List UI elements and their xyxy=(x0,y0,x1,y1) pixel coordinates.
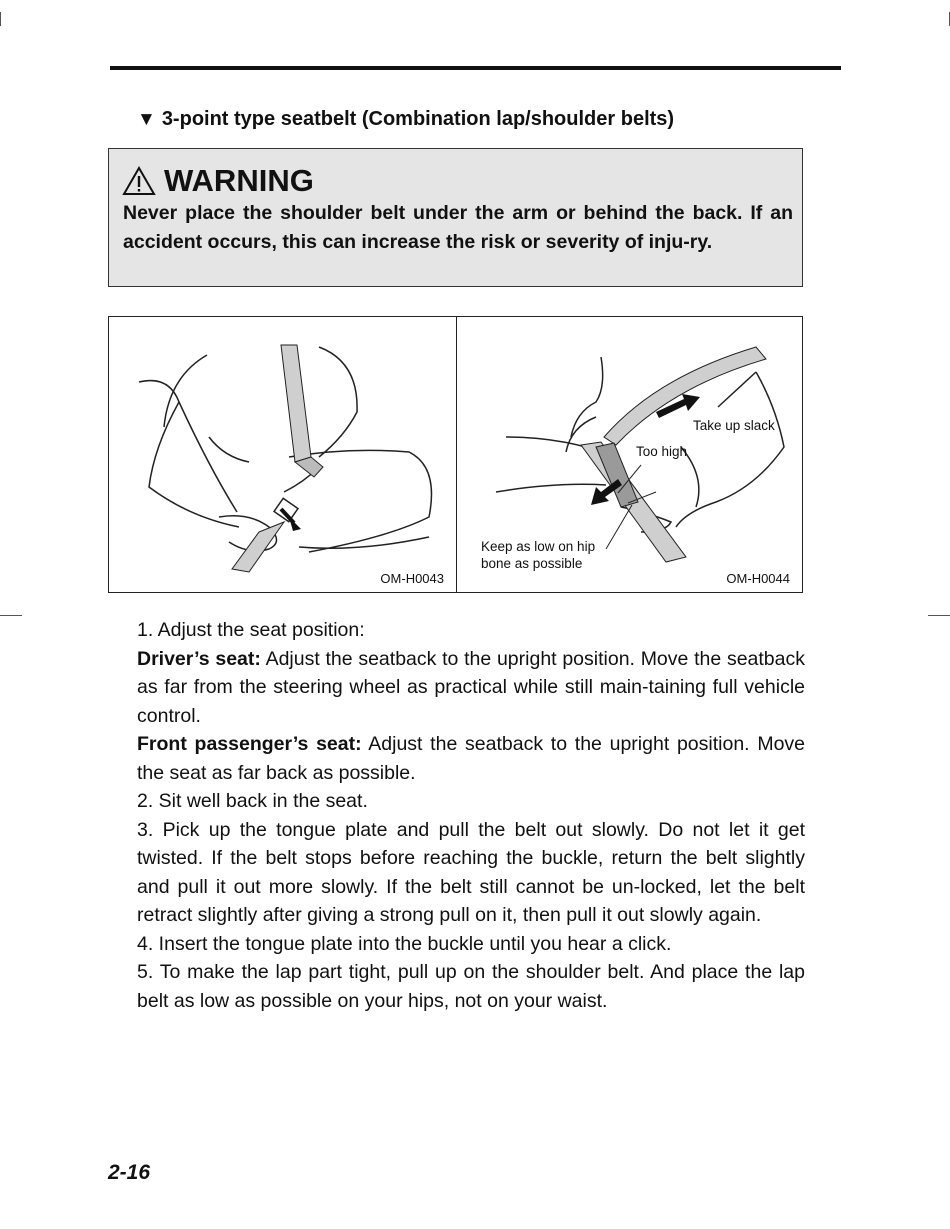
warning-triangle-icon xyxy=(122,166,156,196)
top-rule xyxy=(110,66,841,70)
warning-title xyxy=(122,163,314,199)
step-1: 1. Adjust the seat position: xyxy=(137,619,365,641)
section-marker-icon: ▼ xyxy=(137,109,156,130)
page-number: 2-16 xyxy=(108,1161,151,1184)
step-5: 5. To make the lap part tight, pull up on the shoulder belt. And place the lap belt as low as possible on your hips, not on your waist. xyxy=(137,961,805,1012)
figure-panel-right xyxy=(456,317,802,592)
warning-text: Never place the shoulder belt under the arm or behind the back. If an accident occurs, this can increase the risk or severity of inju-ry. xyxy=(123,202,793,253)
figure-code-left: OM-H0043 xyxy=(380,571,444,586)
callout-too-high: Too high xyxy=(636,444,688,459)
crop-mark-left xyxy=(0,615,22,616)
passenger-seat-text: Adjust the seatback to the upright position. Move the seat as far back as possible. xyxy=(137,733,806,784)
driver-seat-paragraph xyxy=(137,645,805,731)
callout-keep-low-line2: bone as possible xyxy=(481,556,583,571)
buckling-illustration xyxy=(109,317,456,594)
driver-seat-label: Driver’s seat: xyxy=(137,647,261,670)
step-2: 2. Sit well back in the seat. xyxy=(137,790,368,812)
instructions xyxy=(137,616,805,1015)
crop-mark-top-left xyxy=(0,12,1,26)
section-heading-text: 3-point type seatbelt (Combination lap/shoulder belts) xyxy=(161,108,675,130)
callout-keep-low-line1: Keep as low on hip xyxy=(481,539,596,554)
step-4: 4. Insert the tongue plate into the buckle until you hear a click. xyxy=(137,932,672,955)
passenger-seat-label: Front passenger’s seat: xyxy=(137,733,362,755)
figure-code-right: OM-H0044 xyxy=(726,571,790,586)
crop-mark-right xyxy=(928,615,950,616)
section-heading xyxy=(137,108,674,131)
warning-box xyxy=(108,148,803,287)
seatbelt-figure xyxy=(108,316,803,593)
driver-seat-text: Adjust the seatback to the upright position. Move the seatback as far from the steering wheel as practical while still main-taining full vehicle control. xyxy=(137,647,805,727)
step-3: 3. Pick up the tongue plate and pull the belt out slowly. Do not let it get twisted. If the belt stops before reaching the buckle, return the belt slightly and pull it out more slowly. If the belt still cannot be un-locked, let the belt retract slightly after giving a strong pull on it, then pull it out slowly again. xyxy=(137,818,805,926)
figure-panel-left xyxy=(109,317,457,592)
warning-title-text: WARNING xyxy=(164,163,314,198)
passenger-seat-paragraph xyxy=(137,730,805,787)
callout-take-up-slack: Take up slack xyxy=(693,418,775,433)
